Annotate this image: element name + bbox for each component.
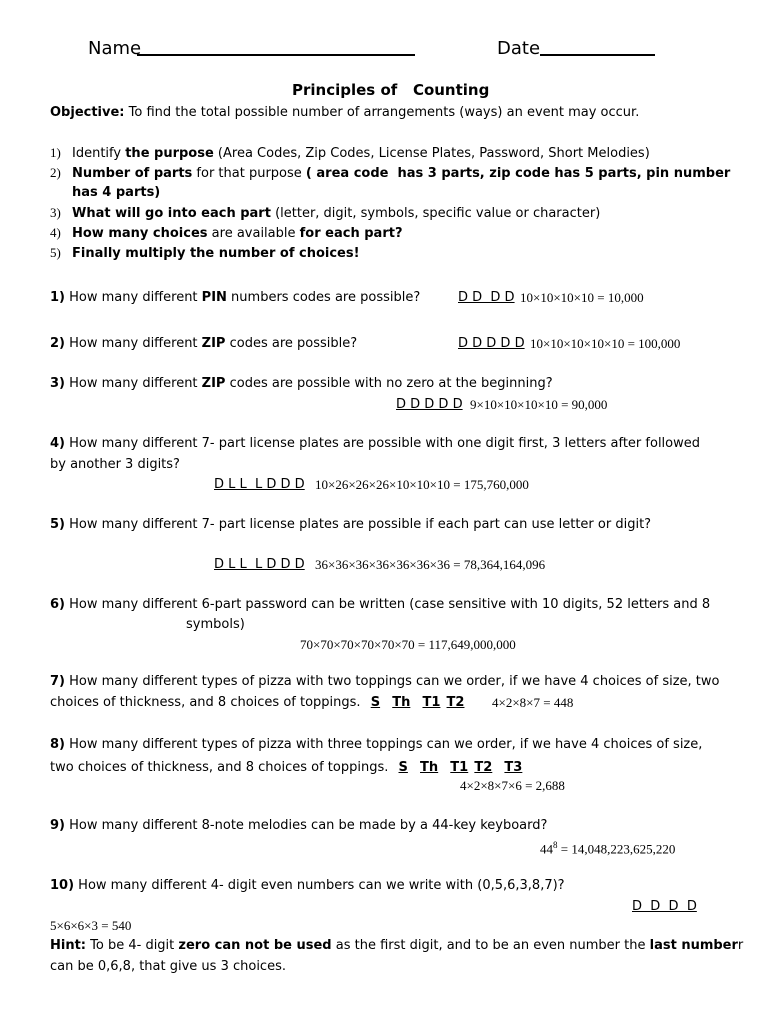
name-field[interactable] <box>137 54 415 56</box>
q1-answer: 10×10×10×10 = 10,000 <box>520 290 644 305</box>
question-7: 7) How many different types of pizza with two toppings can we order, if we have 4 choices of size, two <box>50 674 720 689</box>
q3-answer: 9×10×10×10×10 = 90,000 <box>470 397 608 412</box>
q8-answer: 4×2×8×7×6 = 2,688 <box>460 778 565 793</box>
question-4: 4) How many different 7- part license plates are possible with one digit first, 3 letters after followed <box>50 436 701 451</box>
question-7-continued: choices of thickness, and 8 choices of toppings. S Th T1 T2 <box>50 695 465 710</box>
name-label: Name <box>88 38 142 59</box>
question-5: 5) How many different 7- part license plates are possible if each part can use letter or digit? <box>50 517 652 532</box>
step-4: 4) How many choices are available for each part? <box>50 225 403 241</box>
q1-pattern: D D D D <box>458 290 515 305</box>
question-1: 1) How many different PIN numbers codes are possible? <box>50 290 421 305</box>
question-8-continued: two choices of thickness, and 8 choices of toppings. S Th T1 T2 T3 <box>50 760 523 775</box>
date-field[interactable] <box>540 54 655 56</box>
question-6-continued: symbols) <box>186 617 245 632</box>
step-3: 3) What will go into each part (letter, digit, symbols, specific value or character) <box>50 205 601 221</box>
q2-answer: 10×10×10×10×10 = 100,000 <box>530 336 681 351</box>
objective-label: Objective: <box>50 105 125 120</box>
step-1: 1) Identify the purpose (Area Codes, Zip Codes, License Plates, Password, Short Melodies) <box>50 145 650 161</box>
question-3: 3) How many different ZIP codes are possible with no zero at the beginning? <box>50 376 553 391</box>
q2-pattern: D D D D D <box>458 336 525 351</box>
q4-answer: 10×26×26×26×10×10×10 = 175,760,000 <box>315 477 529 492</box>
objective <box>50 105 639 120</box>
q10-answer: 5×6×6×3 = 540 <box>50 918 132 933</box>
question-10: 10) How many different 4- digit even numbers can we write with (0,5,6,3,8,7)? <box>50 878 565 893</box>
q4-pattern: D L L L D D D <box>214 477 305 492</box>
page-title: Principles of Counting <box>292 81 490 99</box>
step-5: 5) Finally multiply the number of choices! <box>50 245 360 261</box>
q3-pattern: D D D D D <box>396 397 463 412</box>
step-2-continued: has 4 parts) <box>72 185 161 200</box>
q10-pattern: D D D D <box>632 899 697 914</box>
step-2: 2) Number of parts for that purpose ( area code has 3 parts, zip code has 5 parts, pin number <box>50 165 731 181</box>
question-9: 9) How many different 8-note melodies can be made by a 44-key keyboard? <box>50 818 548 833</box>
q5-answer: 36×36×36×36×36×36×36 = 78,364,164,096 <box>315 557 546 572</box>
hint-continued: can be 0,6,8, that give us 3 choices. <box>50 959 286 974</box>
question-2: 2) How many different ZIP codes are possible? <box>50 336 358 351</box>
question-6: 6) How many different 6-part password can be written (case sensitive with 10 digits, 52 letters and 8 <box>50 597 711 612</box>
hint: Hint: To be 4- digit zero can not be used as the first digit, and to be an even number the last numberr <box>50 938 744 953</box>
q5-pattern: D L L L D D D <box>214 557 305 572</box>
question-4-continued: by another 3 digits? <box>50 457 180 472</box>
question-8: 8) How many different types of pizza with three toppings can we order, if we have 4 choices of size, <box>50 737 703 752</box>
q9-answer: $44^8 = 14,048,223,625,220$ <box>540 840 676 857</box>
date-label: Date <box>497 38 541 59</box>
objective-text: To find the total possible number of arrangements (ways) an event may occur. <box>124 105 640 120</box>
q6-answer: 70×70×70×70×70×70 = 117,649,000,000 <box>300 637 516 652</box>
q7-answer: 4×2×8×7 = 448 <box>492 695 574 710</box>
